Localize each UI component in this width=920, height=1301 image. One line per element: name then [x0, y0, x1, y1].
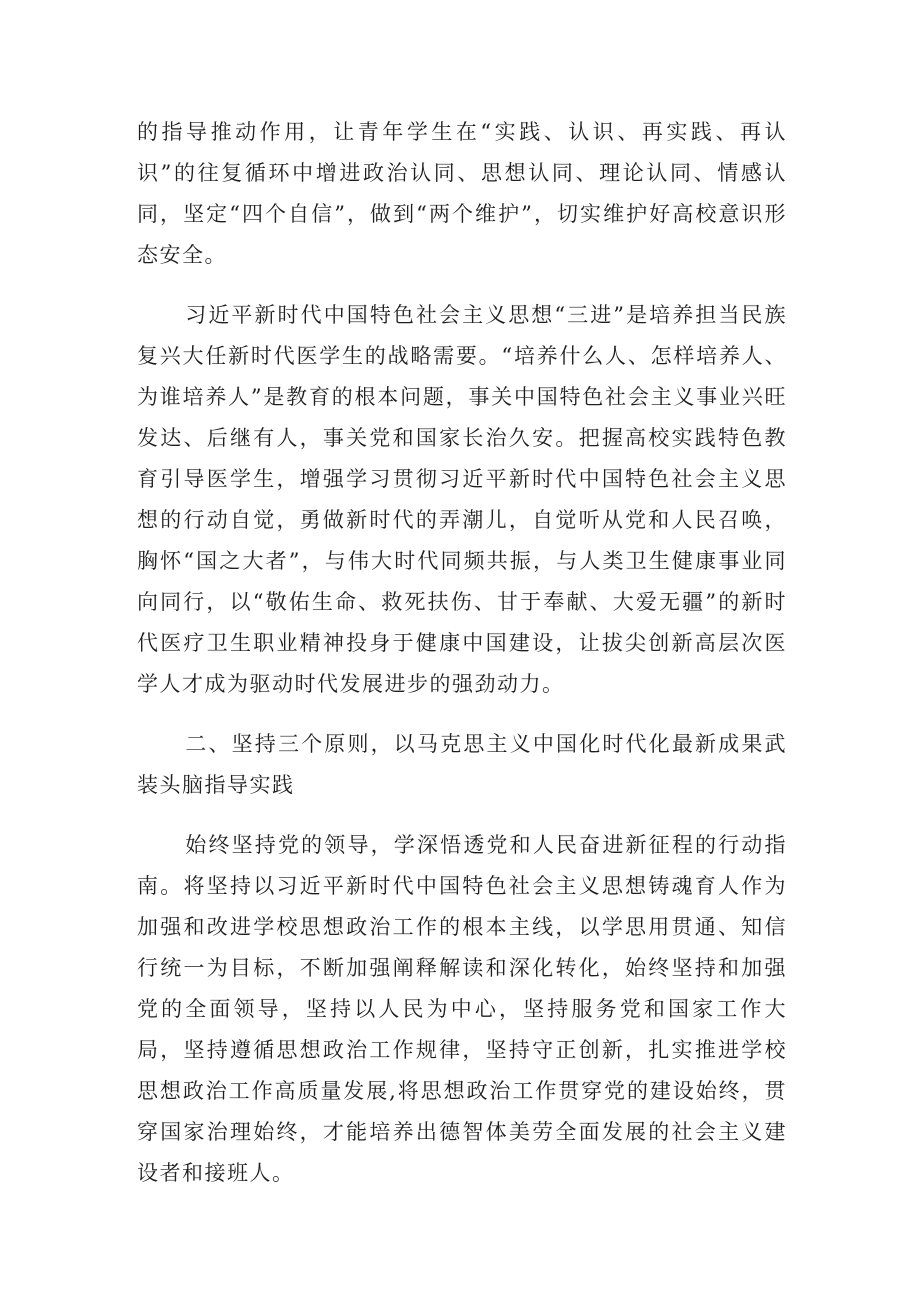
section-heading: 二、坚持三个原则，以马克思主义中国化时代化最新成果武装头脑指导实践 — [137, 732, 787, 797]
paragraph-continuation: 的指导推动作用，让青年学生在“实践、认识、再实践、再认识”的往复循环中增进政治认同、思想认同、理论认同、情感认同，坚定“四个自信”，做到“两个维护”，切实维护好高校意识形态安全。 — [137, 120, 787, 267]
paragraph-party-leadership: 始终坚持党的领导，学深悟透党和人民奋进新征程的行动指南。将坚持以习近平新时代中国特色社会主义思想铸魂育人作为加强和改进学校思想政治工作的根本主线，以学思用贯通、知信行统一为目标，不断加强阐释解读和深化转化，始终坚持和加强党的全面领导，坚持以人民为中心，坚持服务党和国家工作大局，坚持遵循思想政治工作规律，坚持守正创新，扎实推进学校思想政治工作高质量发展,将思想政治工作贯穿党的建设始终，贯穿国家治理始终，才能培养出德智体美劳全面发展的社会主义建设者和接班人。 — [137, 833, 787, 1185]
document-body — [137, 112, 787, 1213]
paragraph-three-entries: 习近平新时代中国特色社会主义思想“三进”是培养担当民族复兴大任新时代医学生的战略需要。“培养什么人、怎样培养人、为谁培养人”是教育的根本问题，事关中国特色社会主义事业兴旺发达、后继有人，事关党和国家长治久安。把握高校实践特色教育引导医学生，增强学习贯彻习近平新时代中国特色社会主义思想的行动自觉，勇做新时代的弄潮儿，自觉听从党和人民召唤，胸怀“国之大者”，与伟大时代同频共振，与人类卫生健康事业同向同行，以“敬佑生命、救死扶伤、甘于奉献、大爱无疆”的新时代医疗卫生职业精神投身于健康中国建设，让拔尖创新高层次医学人才成为驱动时代发展进步的强劲动力。 — [137, 303, 787, 696]
